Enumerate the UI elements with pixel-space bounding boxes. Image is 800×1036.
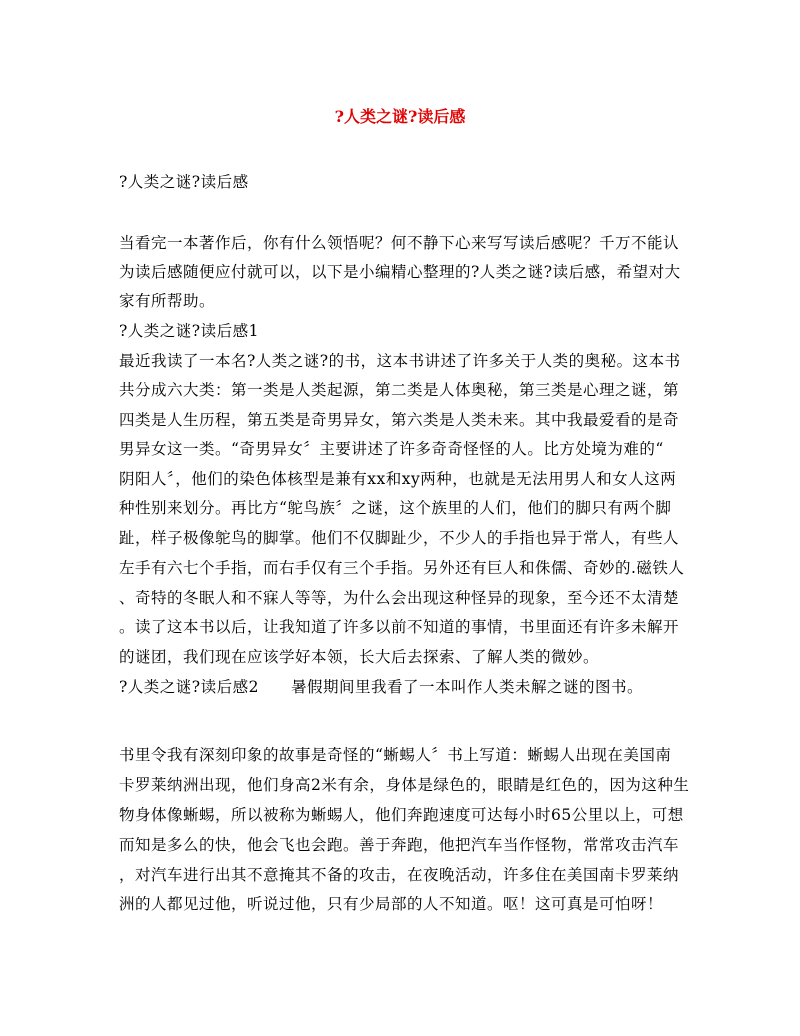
text-line: 最近我读了一本名?人类之谜?的书，这本书讲述了许多关于人类的奥秘。这本书	[119, 352, 681, 370]
text-line: 趾，样子极像鸵鸟的脚掌。他们不仅脚趾少，不少人的手指也异于常人，有些人	[119, 529, 680, 547]
text-line: 、奇特的冬眠人和不寐人等等，为什么会出现这种怪异的现象，至今还不太清楚	[119, 589, 680, 607]
text-line: 物身体像蜥蜴，所以被称为蜥蜴人，他们奔跑速度可达每小时65公里以上，可想	[119, 806, 684, 824]
text-line: 共分成六大类：第一类是人类起源，第二类是人体奥秘，第三类是心理之谜，第	[119, 381, 680, 399]
subtitle-line: ?人类之谜?读后感	[119, 173, 249, 191]
text-line: 阴阳人〞，他们的染色体核型是兼有xx和xy两种，也就是无法用男人和女人这两	[119, 470, 677, 488]
text-line: 四类是人生历程，第五类是奇男异女，第六类是人类未来。其中我最爱看的是奇	[119, 411, 680, 429]
section-heading-2: ?人类之谜?读后感2 暑假期间里我看了一本叫作人类未解之谜的图书。	[119, 678, 643, 696]
text-line: 。读了这本书以后，让我知道了许多以前不知道的事情，书里面还有许多未解开	[119, 618, 680, 636]
text-line: 当看完一本著作后，你有什么领悟呢？何不静下心来写写读后感呢？千万不能认	[119, 234, 680, 252]
text-line: 洲的人都见过他，听说过他，只有少局部的人不知道。呕！这可真是可怕呀！	[119, 895, 664, 913]
text-line: 卡罗莱纳洲出现，他们身高2米有余，身体是绿色的，眼睛是红色的，因为这种生	[119, 776, 690, 794]
text-line: 书里令我有深刻印象的故事是奇怪的“蜥蜴人〞书上写道：蜥蜴人出现在美国南	[119, 746, 672, 764]
text-line: 的谜团，我们现在应该学好本领，长大后去探索、了解人类的微妙。	[119, 648, 600, 666]
text-line: 为读后感随便应付就可以，以下是小编精心整理的?人类之谜?读后感，希望对大	[119, 263, 681, 281]
text-line: 种性别来划分。再比方“鸵鸟族〞之谜，这个族里的人们，他们的脚只有两个脚	[119, 499, 672, 517]
document-title: ?人类之谜?读后感	[334, 107, 466, 126]
section-heading-1: ?人类之谜?读后感1	[119, 322, 259, 340]
text-line: 家有所帮助。	[119, 292, 216, 310]
text-line: 男异女这一类。“奇男异女〞主要讲述了许多奇奇怪怪的人。比方处境为难的“	[119, 440, 664, 458]
text-line: 左手有六七个手指，而右手仅有三个手指。另外还有巨人和侏儒、奇妙的.磁铁人	[119, 559, 685, 577]
text-line: 而知是多么的快，他会飞也会跑。善于奔跑，他把汽车当作怪物，常常攻击汽车	[119, 836, 680, 854]
text-line: ，对汽车进行出其不意掩其不备的攻击，在夜晚活动，许多住在美国南卡罗莱纳	[119, 866, 680, 884]
